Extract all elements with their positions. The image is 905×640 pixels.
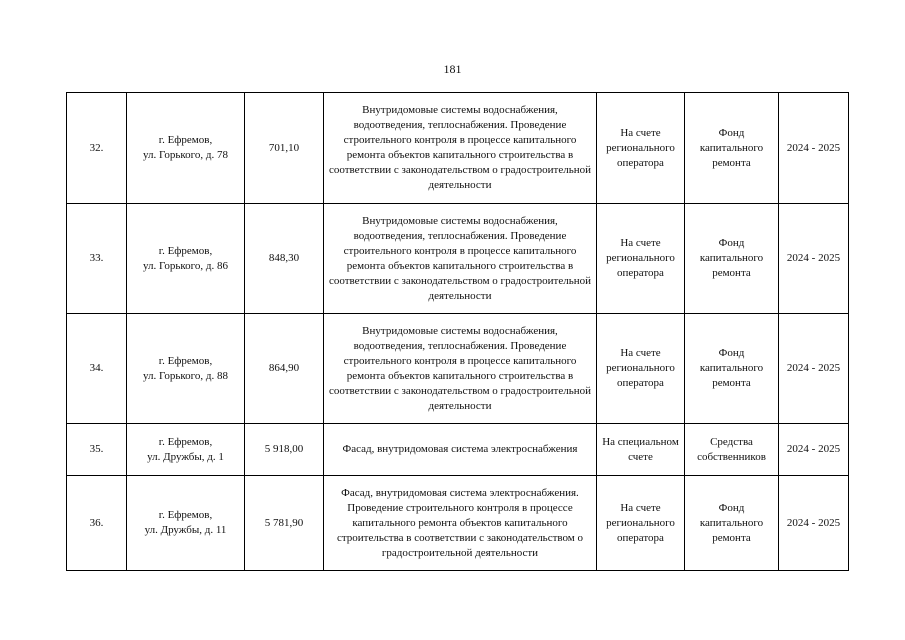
years-cell: 2024 - 2025	[779, 314, 849, 424]
address-cell	[127, 424, 245, 476]
works-cell: Внутридомовые системы водоснабжения, водоотведения, теплоснабжения. Проведение строительного контроля в процессе капитального ремонта объектов капитального строительства в соответствии с законодательством о градостроительной деятельности	[324, 204, 597, 314]
cost-cell: 5 918,00	[245, 424, 324, 476]
table-row	[67, 204, 849, 314]
works-cell: Фасад, внутридомовая система электроснабжения	[324, 424, 597, 476]
years-cell: 2024 - 2025	[779, 204, 849, 314]
row-number: 34.	[67, 314, 127, 424]
account-cell: На счете регионального оператора	[597, 204, 685, 314]
address-street: ул. Горького, д. 88	[142, 369, 229, 382]
account-cell: На счете регионального оператора	[597, 314, 685, 424]
address-street: ул. Дружбы, д. 11	[144, 524, 227, 536]
cost-cell: 5 781,90	[245, 476, 324, 571]
address-city: г. Ефремов,	[158, 354, 213, 367]
account-cell: На счете регионального оператора	[597, 93, 685, 204]
funding-source-cell: Средства собственников	[685, 424, 779, 476]
address-cell	[127, 204, 245, 314]
works-cell: Фасад, внутридомовая система электроснабжения. Проведение строительного контроля в процессе капитального ремонта объектов капитального строительства в соответствии с законодательством о градостроительной деятельности	[324, 476, 597, 571]
address-city: г. Ефремов,	[158, 134, 213, 146]
table-row	[67, 314, 849, 424]
address-cell	[127, 314, 245, 424]
address-city: г. Ефремов,	[158, 435, 213, 448]
account-cell: На счете регионального оператора	[597, 476, 685, 571]
funding-source-cell: Фонд капитального ремонта	[685, 93, 779, 204]
cost-cell: 848,30	[245, 204, 324, 314]
table-row	[67, 93, 849, 204]
row-number: 35.	[67, 424, 127, 476]
funding-source-cell: Фонд капитального ремонта	[685, 204, 779, 314]
repair-works-table	[66, 92, 849, 571]
address-city: г. Ефремов,	[158, 509, 213, 521]
account-cell: На специальном счете	[597, 424, 685, 476]
address-city: г. Ефремов,	[158, 244, 213, 257]
address-cell	[127, 476, 245, 571]
table-row	[67, 476, 849, 571]
cost-cell: 864,90	[245, 314, 324, 424]
cost-cell: 701,10	[245, 93, 324, 204]
table-row	[67, 424, 849, 476]
row-number: 32.	[67, 93, 127, 204]
address-street: ул. Горького, д. 86	[142, 259, 229, 272]
works-cell: Внутридомовые системы водоснабжения, водоотведения, теплоснабжения. Проведение строительного контроля в процессе капитального ремонта объектов капитального строительства в соответствии с законодательством о градостроительной деятельности	[324, 314, 597, 424]
years-cell: 2024 - 2025	[779, 476, 849, 571]
funding-source-cell: Фонд капитального ремонта	[685, 314, 779, 424]
address-street: ул. Дружбы, д. 1	[147, 450, 224, 463]
row-number: 33.	[67, 204, 127, 314]
row-number: 36.	[67, 476, 127, 571]
address-cell	[127, 93, 245, 204]
address-street: ул. Горького, д. 78	[142, 149, 229, 161]
page-number: 181	[443, 62, 462, 76]
years-cell: 2024 - 2025	[779, 424, 849, 476]
years-cell: 2024 - 2025	[779, 93, 849, 204]
works-cell: Внутридомовые системы водоснабжения, водоотведения, теплоснабжения. Проведение строительного контроля в процессе капитального ремонта объектов капитального строительства в соответствии с законодательством о градостроительной деятельности	[324, 93, 597, 204]
funding-source-cell: Фонд капитального ремонта	[685, 476, 779, 571]
